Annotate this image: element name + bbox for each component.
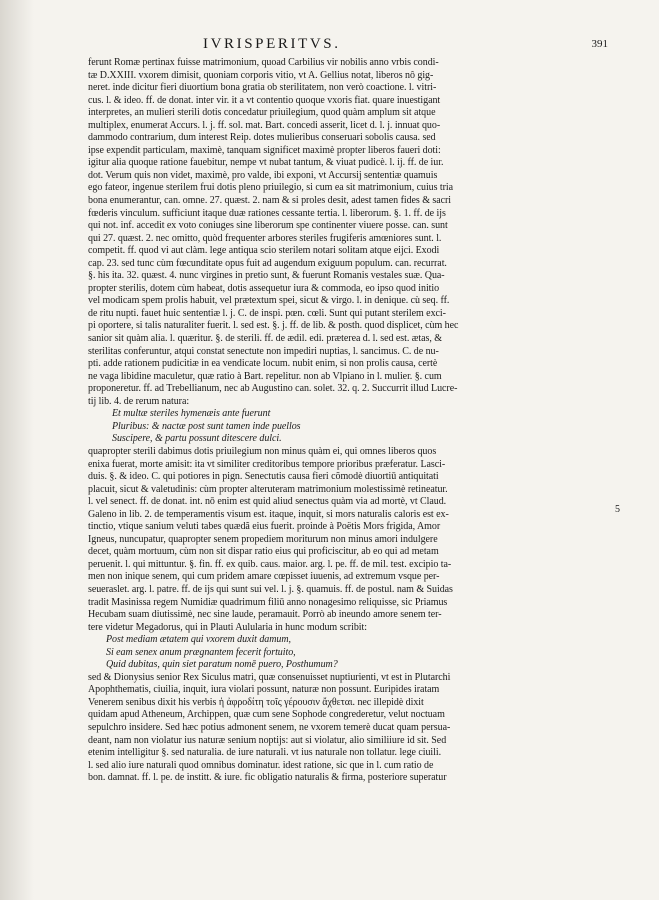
page-header bbox=[88, 36, 608, 54]
text-line: qui not. inf. accedit ex voto coniuges sine liberorum spe continenter viuere posse. can. sunt bbox=[88, 220, 448, 232]
text-line: ferunt Romæ pertinax fuisse matrimonium, quoad Carbilius vir nobilis anno vrbis condi- bbox=[88, 57, 439, 68]
text-line: seueraslet. arg. l. patre. ff. de ijs qui sunt sui vel. l. j. §. quamuis. ff. de postul. nam & Suidas bbox=[88, 583, 453, 595]
text-line: Galeno in lib. 2. de temperamentis visum est. itaque, inquit, si mors naturalis caloris est ex- bbox=[88, 508, 449, 520]
text-line: bona enumerantur, can. omne. 27. quæst. 2. nam & si proles desit, adest tamen fides & sacri bbox=[88, 195, 452, 207]
text-line: sanior sit quàm alia. l. quæritur. §. de sterili. ff. de ædil. edi. præterea d. l. sed est. ætas, & bbox=[88, 333, 442, 345]
verse-block-plautus bbox=[88, 634, 608, 672]
text-line: pi oportere, si talis naturaliter fuerit. l. sed est. §. j. ff. de lib. & posth. quod displicet, cùm hec bbox=[88, 320, 459, 332]
text-line: Apophthematis, ciuilia, inquit, iura violari possunt, naturæ non possunt. Euripides iratam bbox=[88, 684, 440, 696]
text-line: peruenit. l. qui mittuntur. §. fin. ff. ex quib. caus. maior. arg. l. pe. ff. de mil. test. excipio ta- bbox=[88, 558, 452, 570]
text-line: ipse expendit particulam, maximè, tanquam significet maximè propter liberos faueri doti: bbox=[88, 144, 441, 156]
text-line: tradit Masinissa regem Numidiæ quadrimum filiū anno nonagesimo reliquisse, sic Priamus bbox=[88, 596, 448, 608]
text-line: Venerem senibus dixit his verbis ἡ ἀφροδίτη τοῖς γέρουσιν ἄχθεται. nec illepidè dixit bbox=[88, 696, 424, 708]
text-line: Igneus, nuncupatur, quapropter senem propediem moriturum non minus amori indulgere bbox=[88, 533, 438, 545]
text-line: sed & Dionysius senior Rex Siculus matri, quæ consenuisset nuptiurienti, vt est in Plutarchi bbox=[88, 671, 451, 683]
text-line: dammodo contrarium, dum interest Reip. dotes mulieribus conseruari sobolis causa. sed bbox=[88, 132, 436, 144]
text-line: ego fateor, ingenue sterilem frui dotis pleno priuilegio, si cum ea sit matrimonium, cuius tria bbox=[88, 182, 454, 194]
text-line: placuit, sicut & valetudinis: cùm propter alteruteram matrimonium molestissimè retineatur. bbox=[88, 483, 448, 495]
text-line: propter sterilis, dotem cùm habeat, dotis assequetur iura & commoda, eo ipso quod initio bbox=[88, 282, 440, 294]
text-line: cap. 23. sed tunc cùm fœcunditate opus fuit ad augendum exiguum populum. can. recurrat. bbox=[88, 257, 447, 269]
text-line: interpretes, an mulieri sterili dotis concedatur priuilegium, quod quàm amplum sit atque bbox=[88, 107, 436, 119]
text-line: tæ D.XXIII. vxorem dimisit, quoniam corporis vitio, vt A. Gellius notat, liberos nô gig- bbox=[88, 69, 434, 81]
verse-line: Suscipere, & partu possunt ditescere dulci. bbox=[112, 433, 282, 445]
text-line: tinctio, vtique sanium veluti tabes quædã eius fuerit. proinde à Poëtis Mors frigida, Amor bbox=[88, 521, 441, 533]
verse-line: Pluribus: & nactæ post sunt tamen inde puellos bbox=[112, 420, 301, 432]
text-line: tij lib. 4. de rerum natura: bbox=[88, 395, 190, 407]
text-line: decet, quàm mortuum, cùm non sit dispar ratio eius qui proficiscitur, ab eo qui ad metam bbox=[88, 546, 439, 558]
text-line: qui 27. quæst. 2. nec omitto, quòd frequenter arbores steriles frugiferis amœniores sunt. l. bbox=[88, 232, 442, 244]
text-line: competit. ff. quod vi aut clàm. lege antiqua scio sterilem notari solitam atque eijci. Exodi bbox=[88, 245, 440, 257]
margin-mark: 5 bbox=[615, 504, 620, 515]
text-line: Hecubam suam diutissimè, nec sine laude, peramauit. Porrò ab ineundo amore senem ter- bbox=[88, 609, 442, 621]
text-line: etenim intelligitur §. sed naturalia. de iure naturali. vt ius naturale non tollatur. lege ciuili. bbox=[88, 747, 442, 759]
paragraph-block-c bbox=[88, 672, 608, 785]
text-line: sepulchro insidere. Sed hæc potius admonent senem, ne vxorem temerè ducat quam persua- bbox=[88, 721, 451, 733]
running-title: IVRISPERITVS. bbox=[203, 36, 341, 52]
text-line: pti. adde rationem pudicitiæ in ea vendicate locum. nubit enim, si non prolis causa, certè bbox=[88, 358, 438, 370]
text-line: men non inique senem, qui cum pridem amare cœpisset iuuenis, ad extremum vsque per- bbox=[88, 571, 440, 583]
verse-line: Post mediam ætatem qui vxorem duxit damum, bbox=[106, 634, 292, 646]
text-line: sterilitas conferuntur, atqui constat senectute non impediri nuptias, l. sancimus. C. de nu- bbox=[88, 345, 439, 357]
text-line: fœderis vinculum. sufficiunt itaque duæ rationes cessante tertia. l. liberorum. §. 1. ff. de ijs bbox=[88, 207, 446, 219]
text-line: igitur alia quoque ratione fauebitur, nempe vt nubat tantum, & viuat pudicè. l. ij. ff. de iur. bbox=[88, 157, 444, 169]
page-number: 391 bbox=[591, 38, 608, 50]
text-line: §. his ita. 32. quæst. 4. nunc virgines in pretio sunt, & fuerunt Romanis vestales suæ. Qua- bbox=[88, 270, 445, 282]
verse-line: Si eam senex anum prægnantem fecerit fortuito, bbox=[106, 646, 296, 658]
text-line: duis. §. & ideo. C. qui potiores in pign. Senectutis causa fieri cõmodè diuortiū antiquitati bbox=[88, 471, 439, 483]
paragraph-block-b bbox=[88, 446, 608, 634]
text-line: dot. Verum quis non videt, maximè, pro valde, ibi exponi, vt Accursij sententiæ quamuis bbox=[88, 169, 438, 181]
text-line: enixa fuerat, morte amisit: ita vt similiter creditoribus tempore prioribus præferatur. Lasci- bbox=[88, 458, 446, 470]
text-line: l. sed alio iure naturali quod omnibus dominatur. idest ratione, sic que in l. cum ratio de bbox=[88, 759, 434, 771]
text-line: ne vaga libidine maculetur, quæ ratio à Bart. repelitur. non ab Vlpiano in l. mulier. §. cum bbox=[88, 370, 442, 382]
text-line: bon. damnat. ff. l. pe. de institt. & iure. fic obligatio naturalis & firma, posteriore superatur bbox=[88, 772, 447, 784]
page-body bbox=[88, 57, 608, 785]
text-line: l. vel senect. ff. de donat. int. nō enim est quid aliud senectus quàm via ad mortè, vt Claud. bbox=[88, 496, 447, 508]
verse-line: Quid dubitas, quin siet paratum nomē puero, Posthumum? bbox=[106, 659, 338, 671]
text-line: de ritu nupti. fauet huic sententiæ l. j. C. de inspi. pœn. cœli. Sunt qui putant sterilem exci- bbox=[88, 307, 446, 319]
verse-line: Et multæ steriles hymenæis ante fuerunt bbox=[112, 408, 271, 420]
text-line: cus. l. & ideo. ff. de donat. inter vir. it a vt contentio quoque vxoris fiat. quare inuestigant bbox=[88, 94, 441, 106]
paragraph-block-a bbox=[88, 57, 608, 408]
text-line: vel modicam spem prolis habuit, vel prætextum spei, sicut & virgo. l. in denique. cù seq. ff. bbox=[88, 295, 450, 307]
text-line: tere videtur Megadorus, qui in Plauti Aulularia in hunc modum scribit: bbox=[88, 621, 367, 633]
text-line: quidam apud Atheneum, Archippen, quæ cum sene Sophode congrederetur, velut noctuam bbox=[88, 709, 445, 721]
verse-block-lucretius bbox=[88, 408, 608, 446]
text-line: deant, nam non violatur ius naturæ senium noptijs: aut si violatur, alio similiiure id sit. Sed bbox=[88, 734, 447, 746]
text-line: quapropter sterili dabimus dotis priuilegium non minus quàm ei, qui omnes liberos quos bbox=[88, 445, 437, 457]
text-line: multiplex, enumerat Accurs. l. j. ff. sol. mat. Bart. concedi asserit, licet d. l. j. innuat quo- bbox=[88, 119, 441, 131]
binding-shadow bbox=[0, 0, 34, 900]
text-line: neret. inde dicitur fieri diuortium bona gratia ob sterilitatem, non verò coactione. l. vitri- bbox=[88, 82, 437, 94]
text-line: proponeretur. ff. ad Trebellianum, nec ab Augustino can. solet. 32. q. 2. Succurrit illud Lucre- bbox=[88, 383, 458, 395]
